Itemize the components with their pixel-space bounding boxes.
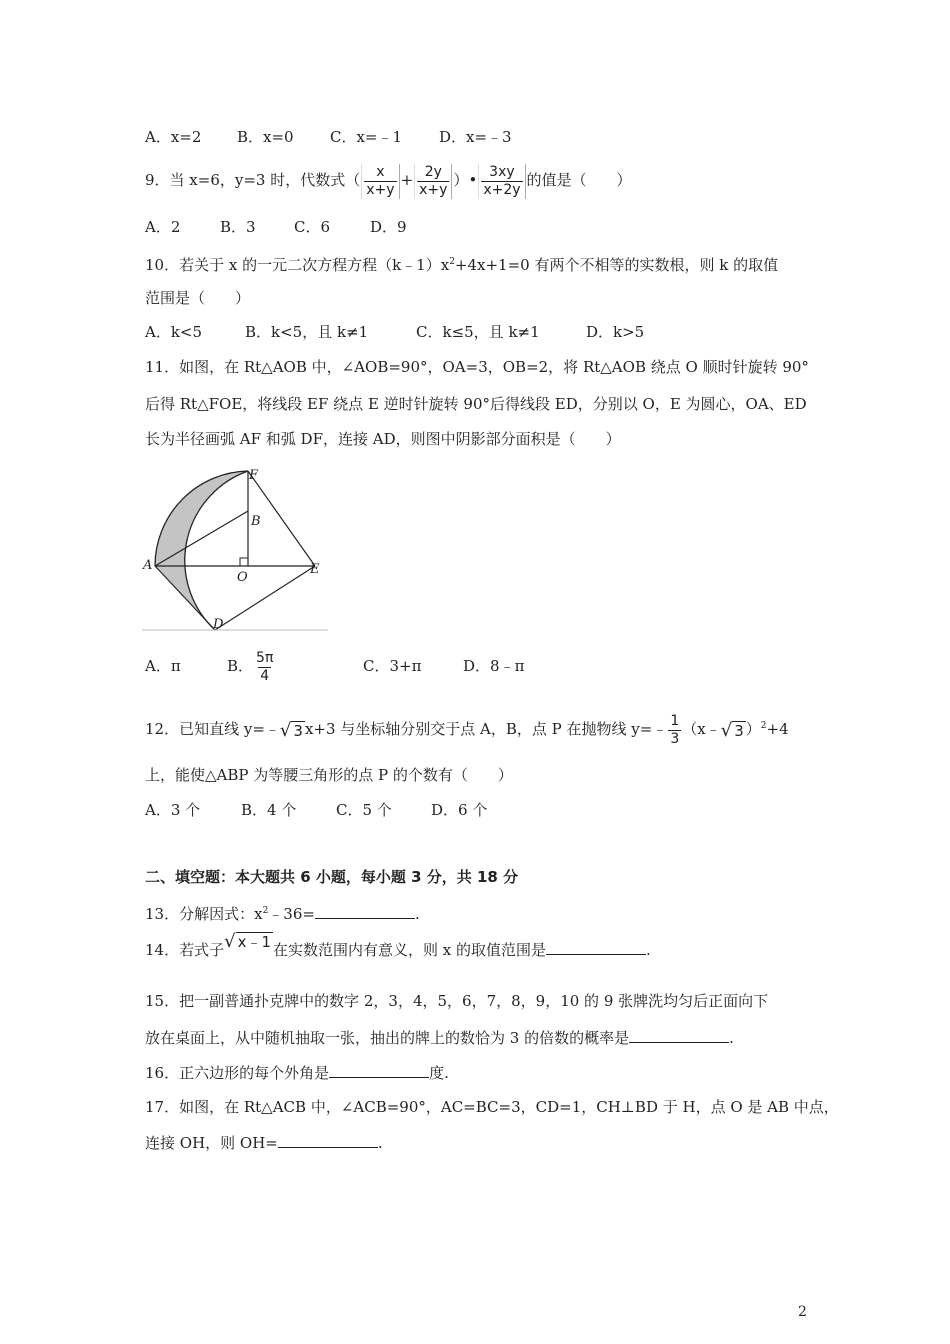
q12-fraction xyxy=(668,713,681,748)
q10-options xyxy=(145,321,644,343)
q11-option-b-num: 5π xyxy=(256,649,274,666)
q10-text-a: 10．若关于 x 的一元二次方程方程（k﹣1）x xyxy=(145,256,450,274)
q10-text-b: +4x+1=0 有两个不相等的实数根，则 k 的取值 xyxy=(454,256,779,274)
q9-suffix: 的值是（ ） xyxy=(526,171,632,189)
label-e: E xyxy=(310,562,320,577)
q12-sup: 2 xyxy=(760,721,767,731)
q9-frac2-den: x+y xyxy=(419,181,448,198)
q13-prefix: 13．分解因式：x xyxy=(145,905,263,923)
q9-option-b: B．3 xyxy=(220,218,256,236)
q13-sup: 2 xyxy=(262,906,269,916)
q11-option-b-prefix: B． xyxy=(227,657,254,675)
q12-line-1 xyxy=(145,706,789,749)
q15-end: . xyxy=(729,1029,734,1047)
q8-option-c: C．x=﹣1 xyxy=(330,128,403,146)
label-a: A xyxy=(143,558,153,573)
q11-option-a: A．π xyxy=(145,657,181,675)
q10-option-b: B．k<5，且 k≠1 xyxy=(245,323,369,341)
q12-frac-den: 3 xyxy=(670,730,680,747)
q16-question xyxy=(145,1062,449,1084)
page-number: 2 xyxy=(798,1304,807,1320)
q10-option-c: C．k≤5，且 k≠1 xyxy=(416,323,540,341)
q12-option-d: D．6 个 xyxy=(431,801,488,819)
q12-sqrt-2-value: 3 xyxy=(734,721,744,740)
q17-line-1: 17．如图，在 Rt△ACB 中，∠ACB=90°，AC=BC=3，CD=1，CH⊥BD 于 H，点 O 是 AB 中点， xyxy=(145,1098,839,1116)
q11-line-3: 长为半径画弧 AF 和弧 DF，连接 AD，则图中阴影部分面积是（ ） xyxy=(145,430,621,448)
q14-question xyxy=(145,930,651,970)
label-f: F xyxy=(249,468,259,483)
q14-sqrt-value: x﹣1 xyxy=(237,933,271,951)
q12-option-a: A．3 个 xyxy=(145,801,201,819)
radical-sign-icon: √ xyxy=(279,719,292,741)
q9-mid: ）• xyxy=(453,171,478,189)
q11-line-2: 后得 Rt△FOE，将线段 EF 绕点 E 逆时针旋转 90°后得线段 ED，分别以 O，E 为圆心，OA、ED xyxy=(145,395,807,413)
q12-mid-1: x+3 与坐标轴分别交于点 A，B，点 P 在抛物线 y=﹣ xyxy=(304,720,668,738)
q8-option-a: A．x=2 xyxy=(145,128,202,146)
q12-sqrt-1-value: 3 xyxy=(293,721,303,740)
q8-option-b: B．x=0 xyxy=(237,128,294,146)
q12-sqrt-2 xyxy=(721,721,746,740)
q11-option-d: D．8﹣π xyxy=(463,657,525,675)
radical-sign-icon: √ xyxy=(720,719,733,741)
q14-prefix: 14．若式子 xyxy=(145,941,225,959)
label-d: D xyxy=(213,617,224,632)
q9-plus: + xyxy=(400,171,414,189)
q9-frac1-den: x+y xyxy=(366,181,395,198)
q9-frac3-num: 3xy xyxy=(489,163,515,180)
q11-option-b-fraction xyxy=(254,650,275,685)
q14-end: . xyxy=(646,941,651,959)
q15-line-2 xyxy=(145,1027,734,1049)
q17-line-2 xyxy=(145,1132,383,1154)
q9-prefix: 9．当 x=6，y=3 时，代数式（ xyxy=(145,171,361,189)
q12-options xyxy=(145,799,487,821)
q14-suffix: 在实数范围内有意义，则 x 的取值范围是 xyxy=(273,941,546,959)
segment-ed xyxy=(215,566,315,630)
q10-option-d: D．k>5 xyxy=(586,323,645,341)
q9-fraction-2 xyxy=(414,164,452,199)
q9-options xyxy=(145,216,407,238)
q10-line-1 xyxy=(145,251,778,276)
q10-sup: 2 xyxy=(449,257,455,267)
q14-answer-blank[interactable] xyxy=(546,940,646,955)
q8-option-d: D．x=﹣3 xyxy=(439,128,512,146)
q10-option-a: A．k<5 xyxy=(145,323,203,341)
q13-suffix: ﹣36= xyxy=(268,905,315,923)
q11-line-1: 11．如图，在 Rt△AOB 中，∠AOB=90°，OA=3，OB=2，将 Rt△AOB 绕点 O 顺时针旋转 90° xyxy=(145,358,809,376)
shaded-region xyxy=(155,471,248,630)
label-b: B xyxy=(251,514,261,529)
q12-mid-2: （x﹣ xyxy=(682,720,721,738)
q9-option-a: A．2 xyxy=(145,218,181,236)
q17-answer-blank[interactable] xyxy=(278,1133,378,1148)
q17-end: . xyxy=(377,1134,383,1152)
q9-frac3-den: x+2y xyxy=(483,181,521,198)
q13-end: . xyxy=(414,905,420,923)
q9-fraction-1 xyxy=(361,164,399,199)
q9-option-d: D．9 xyxy=(370,218,407,236)
section-2-title: 二、填空题：本大题共 6 小题，每小题 3 分，共 18 分 xyxy=(145,868,519,886)
q16-prefix: 16．正六边形的每个外角是 xyxy=(145,1064,330,1082)
radical-sign-icon: √ xyxy=(224,931,236,952)
q13-answer-blank[interactable] xyxy=(315,904,415,919)
q9-fraction-3 xyxy=(478,164,525,199)
q11-option-b-den: 4 xyxy=(260,667,270,684)
q12-prefix: 12．已知直线 y=﹣ xyxy=(145,720,280,738)
q12-line-2: 上，能使△ABP 为等腰三角形的点 P 的个数有（ ） xyxy=(145,766,513,784)
q17-text: 连接 OH，则 OH= xyxy=(145,1134,278,1152)
q9-question xyxy=(145,160,632,200)
q10-line-2: 范围是（ ） xyxy=(145,289,251,307)
q11-option-b xyxy=(227,646,363,686)
q13-question xyxy=(145,900,420,925)
q16-answer-blank[interactable] xyxy=(329,1063,429,1078)
q15-text: 放在桌面上，从中随机抽取一张，抽出的牌上的数恰为 3 的倍数的概率是 xyxy=(145,1029,630,1047)
q12-option-b: B．4 个 xyxy=(241,801,297,819)
q9-option-c: C．6 xyxy=(294,218,331,236)
q11-option-c: C．3+π xyxy=(363,657,422,675)
q12-suffix: +4 xyxy=(766,720,789,738)
q12-frac-num: 1 xyxy=(670,712,680,729)
label-o: O xyxy=(237,570,248,585)
q15-answer-blank[interactable] xyxy=(629,1028,729,1043)
q11-geometry-figure xyxy=(140,466,332,636)
q9-frac2-num: 2y xyxy=(424,163,442,180)
q15-line-1: 15．把一副普通扑克牌中的数字 2，3，4，5，6，7，8，9，10 的 9 张牌洗均匀后正面向下 xyxy=(145,992,769,1010)
q16-suffix: 度. xyxy=(429,1064,449,1082)
q8-options xyxy=(145,126,512,148)
right-angle-mark xyxy=(240,558,248,566)
q11-options xyxy=(145,646,524,686)
q12-sqrt-1 xyxy=(280,721,305,740)
q9-frac1-num: x xyxy=(376,163,385,180)
q14-sqrt xyxy=(224,932,273,951)
q12-option-c: C．5 个 xyxy=(336,801,392,819)
q12-mid-3: ） xyxy=(745,720,761,738)
